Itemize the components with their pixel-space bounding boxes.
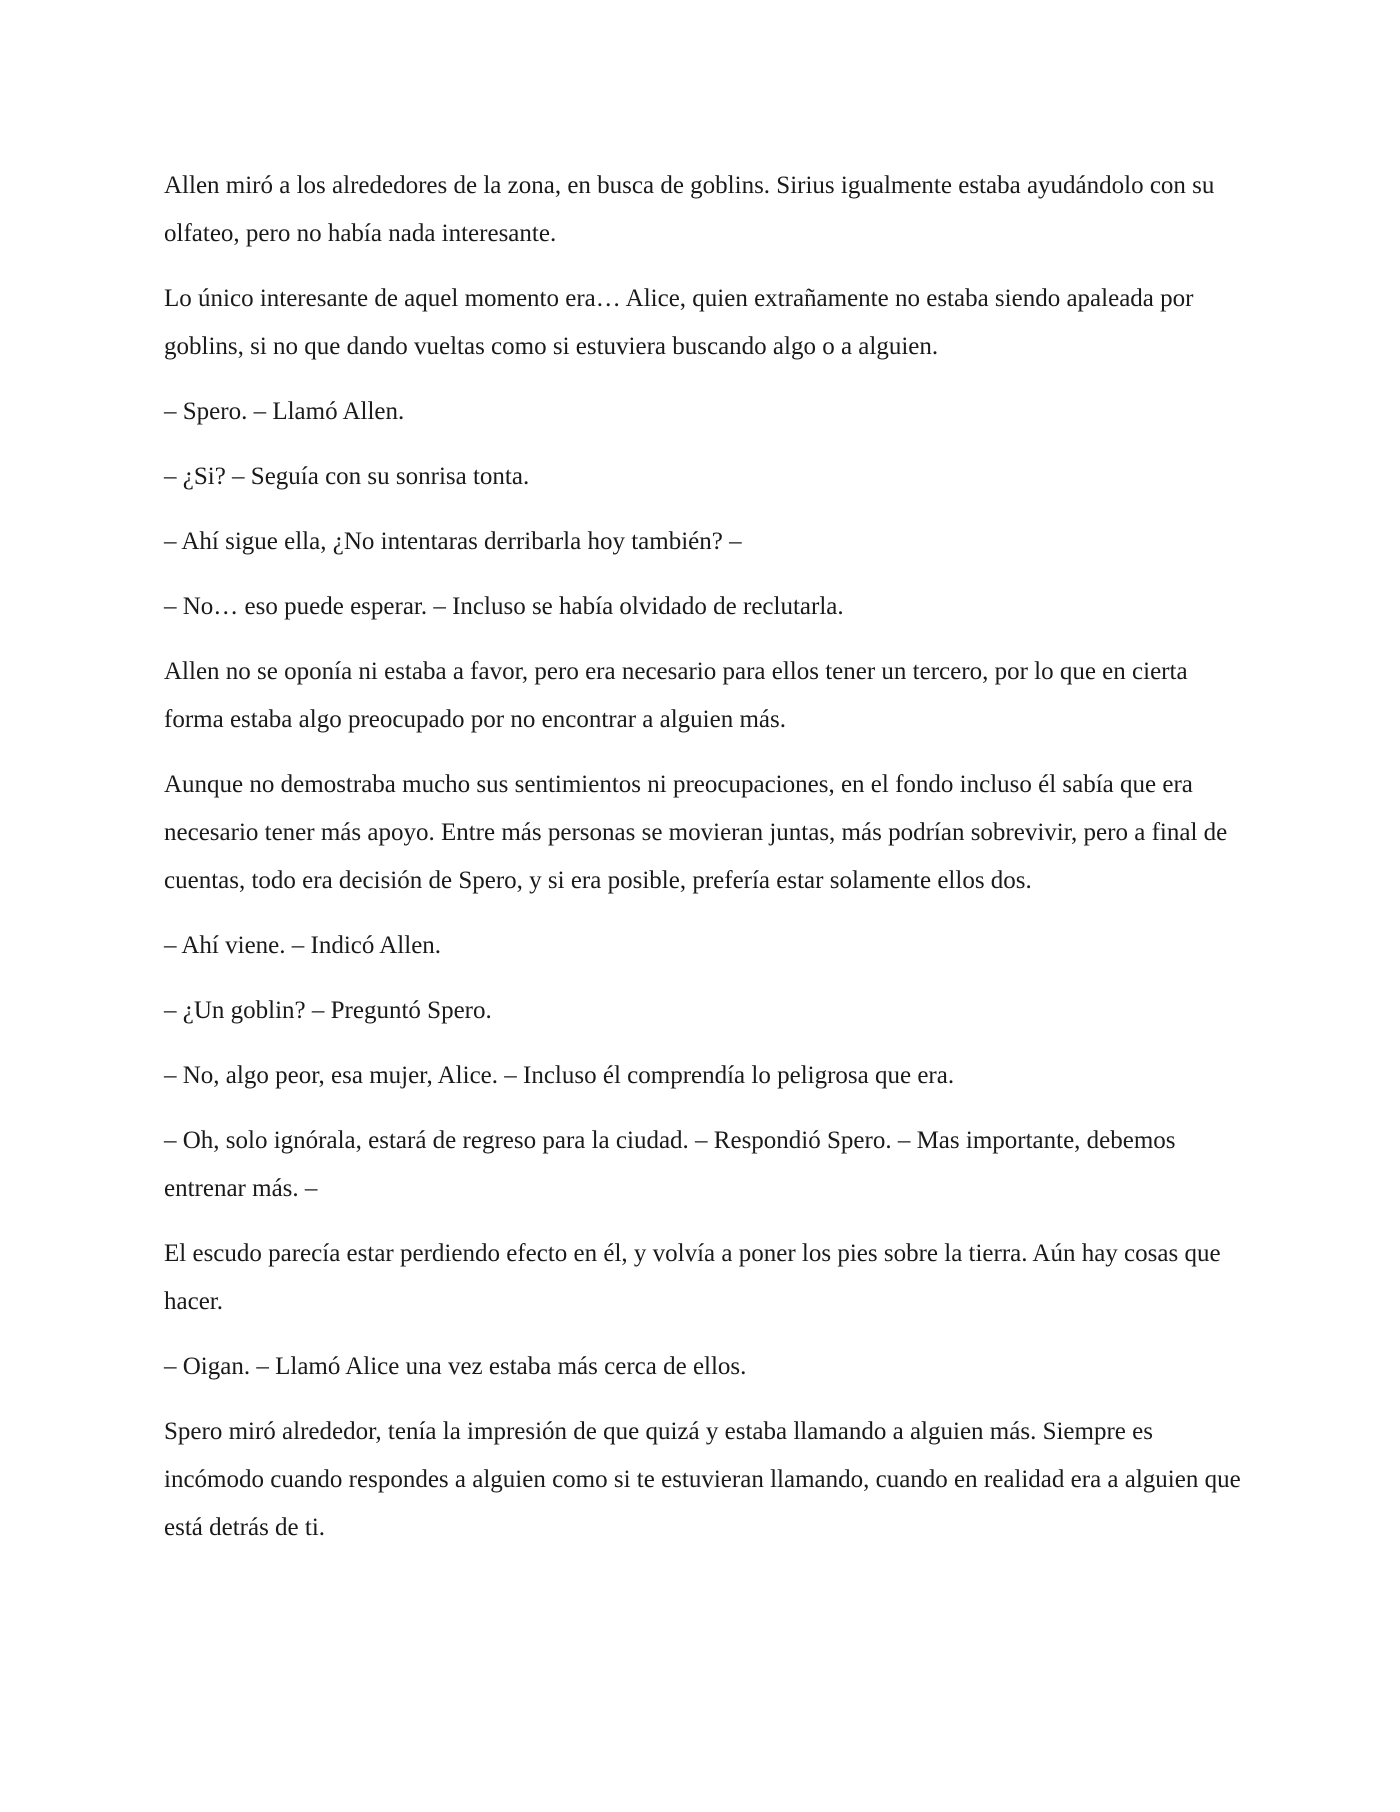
paragraph: Allen no se oponía ni estaba a favor, pero era necesario para ellos tener un tercero, por lo que en cierta forma estaba algo preocupado por no encontrar a alguien más. <box>164 658 1188 733</box>
dialogue-line: – ¿Si? – Seguía con su sonrisa tonta. <box>164 463 530 490</box>
dialogue-line: – ¿Un goblin? – Preguntó Spero. <box>164 997 492 1024</box>
dialogue-line: – Spero. – Llamó Allen. <box>164 398 405 425</box>
paragraph: El escudo parecía estar perdiendo efecto en él, y volvía a poner los pies sobre la tierra. Aún hay cosas que hacer. <box>164 1240 1221 1315</box>
dialogue-line: – No… eso puede esperar. – Incluso se había olvidado de reclutarla. <box>164 593 844 620</box>
dialogue-line: – Ahí sigue ella, ¿No intentaras derribarla hoy también? – <box>164 528 742 555</box>
dialogue-line: – Ahí viene. – Indicó Allen. <box>164 932 442 959</box>
dialogue-line: – Oigan. – Llamó Alice una vez estaba más cerca de ellos. <box>164 1353 747 1380</box>
dialogue-line: – Oh, solo ignórala, estará de regreso para la ciudad. – Respondió Spero. – Mas importante, debemos entrenar más. – <box>164 1127 1176 1202</box>
paragraph: Spero miró alrededor, tenía la impresión de que quizá y estaba llamando a alguien más. Siempre es incómodo cuando respondes a alguien como si te estuvieran llamando, cuando en realidad era a alguien que está detrás de ti. <box>164 1418 1241 1541</box>
paragraph: Lo único interesante de aquel momento era… Alice, quien extrañamente no estaba siendo apaleada por goblins, si no que dando vueltas como si estuviera buscando algo o a alguien. <box>164 285 1194 360</box>
paragraph: Allen miró a los alrededores de la zona, en busca de goblins. Sirius igualmente estaba ayudándolo con su olfateo, pero no había nada interesante. <box>164 172 1215 247</box>
document-page <box>164 162 1244 1569</box>
dialogue-line: – No, algo peor, esa mujer, Alice. – Incluso él comprendía lo peligrosa que era. <box>164 1062 955 1089</box>
paragraph: Aunque no demostraba mucho sus sentimientos ni preocupaciones, en el fondo incluso él sabía que era necesario tener más apoyo. Entre más personas se movieran juntas, más podrían sobrevivir, pero a final de cuentas, todo era decisión de Spero, y si era posible, prefería estar solamente ellos dos. <box>164 771 1228 894</box>
